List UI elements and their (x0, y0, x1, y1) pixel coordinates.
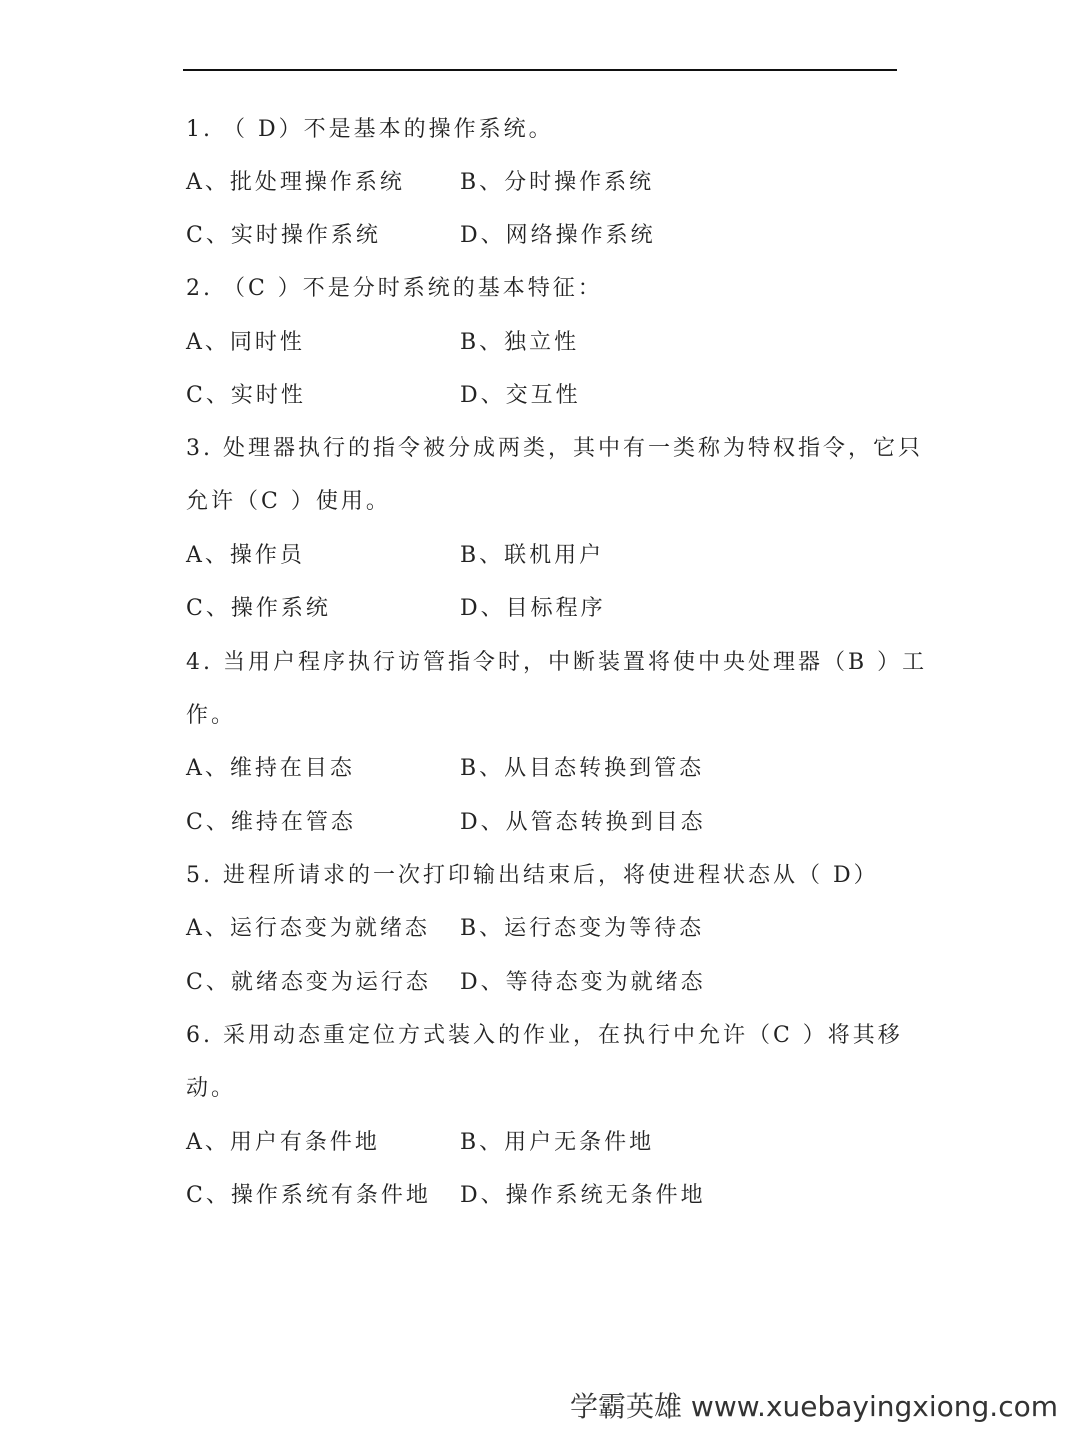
question-4-option-d: D、从管态转换到目态 (460, 810, 706, 835)
question-4-stem-line1: 4. 当用户程序执行访管指令时，中断装置将使中央处理器（B ）工 (186, 650, 928, 675)
question-6-stem-line2: 动。 (186, 1076, 237, 1101)
question-4-option-c: C、维持在管态 (186, 810, 356, 835)
question-3-option-d: D、目标程序 (460, 596, 606, 621)
question-2-stem: 2. （C ）不是分时系统的基本特征： (186, 276, 603, 301)
site-watermark: 学霸英雄 www.xuebayingxiong.com (570, 1390, 1058, 1423)
question-2-option-a: A、同时性 (186, 330, 305, 355)
question-3-stem-line2: 允许（C ）使用。 (186, 489, 391, 514)
question-3-option-a: A、操作员 (186, 543, 305, 568)
question-6-option-c: C、操作系统有条件地 (186, 1183, 431, 1208)
question-5-option-a: A、运行态变为就绪态 (186, 916, 430, 941)
question-2-option-c: C、实时性 (186, 383, 306, 408)
header-rule (183, 69, 897, 71)
question-3-stem-line1: 3. 处理器执行的指令被分成两类，其中有一类称为特权指令，它只 (186, 436, 923, 461)
question-5-stem: 5. 进程所请求的一次打印输出结束后，将使进程状态从（ D） (186, 863, 879, 888)
question-5-option-c: C、就绪态变为运行态 (186, 970, 431, 995)
question-4-stem-line2: 作。 (186, 703, 237, 728)
question-1-stem: 1. （ D）不是基本的操作系统。 (186, 117, 554, 142)
question-4-option-a: A、维持在目态 (186, 756, 355, 781)
question-3-option-c: C、操作系统 (186, 596, 331, 621)
question-2-option-b: B、独立性 (460, 330, 580, 355)
question-1-option-d: D、网络操作系统 (460, 223, 656, 248)
question-4-option-b: B、从目态转换到管态 (460, 756, 705, 781)
question-6-option-b: B、用户无条件地 (460, 1130, 655, 1155)
question-3-option-b: B、联机用户 (460, 543, 605, 568)
question-5-option-b: B、运行态变为等待态 (460, 916, 705, 941)
question-6-option-a: A、用户有条件地 (186, 1130, 380, 1155)
question-6-option-d: D、操作系统无条件地 (460, 1183, 706, 1208)
question-1-option-a: A、批处理操作系统 (186, 170, 405, 195)
question-6-stem-line1: 6. 采用动态重定位方式装入的作业，在执行中允许（C ）将其移 (186, 1023, 903, 1048)
question-2-option-d: D、交互性 (460, 383, 581, 408)
question-1-option-b: B、分时操作系统 (460, 170, 655, 195)
question-1-option-c: C、实时操作系统 (186, 223, 381, 248)
question-5-option-d: D、等待态变为就绪态 (460, 970, 706, 995)
